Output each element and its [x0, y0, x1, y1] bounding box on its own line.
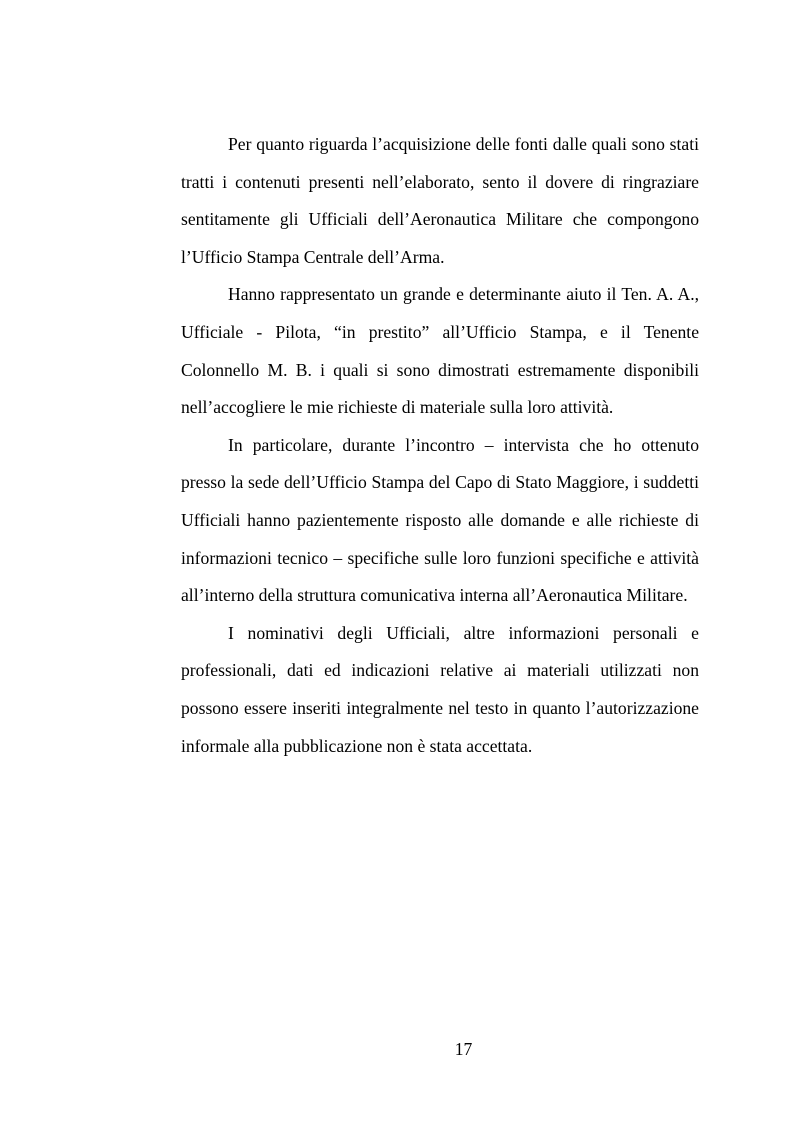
- page-number: 17: [454, 1039, 473, 1059]
- document-body: [181, 126, 699, 765]
- paragraph-interview: In particolare, durante l’incontro – intervista che ho ottenuto presso la sede dell’Ufficio Stampa del Capo di Stato Maggiore, i suddetti Ufficiali hanno pazientemente risposto alle domande e alle richieste di informazioni tecnico – specifiche sulle loro funzioni specifiche e attività all’interno della struttura comunicativa interna all’Aeronautica Militare.: [181, 434, 699, 606]
- paragraph-sources: Per quanto riguarda l’acquisizione delle fonti dalle quali sono stati tratti i contenuti presenti nell’elaborato, sento il dovere di ringraziare sentitamente gli Ufficiali dell’Aeronautica Militare che compongono l’Ufficio Stampa Centrale dell’Arma.: [181, 134, 699, 267]
- paragraph-authorization: I nominativi degli Ufficiali, altre informazioni personali e professionali, dati ed indicazioni relative ai materiali utilizzati non possono essere inseriti integralmente nel testo in quanto l’autorizzazione informale alla pubblicazione non è stata accettata.: [181, 622, 699, 756]
- paragraph-help: Hanno rappresentato un grande e determinante aiuto il Ten. A. A., Ufficiale - Pilota, “in prestito” all’Ufficio Stampa, e il Tenente Colonnello M. B. i quali si sono dimostrati estremamente disponibili nell’accogliere le mie richieste di materiale sulla loro attività.: [181, 284, 699, 418]
